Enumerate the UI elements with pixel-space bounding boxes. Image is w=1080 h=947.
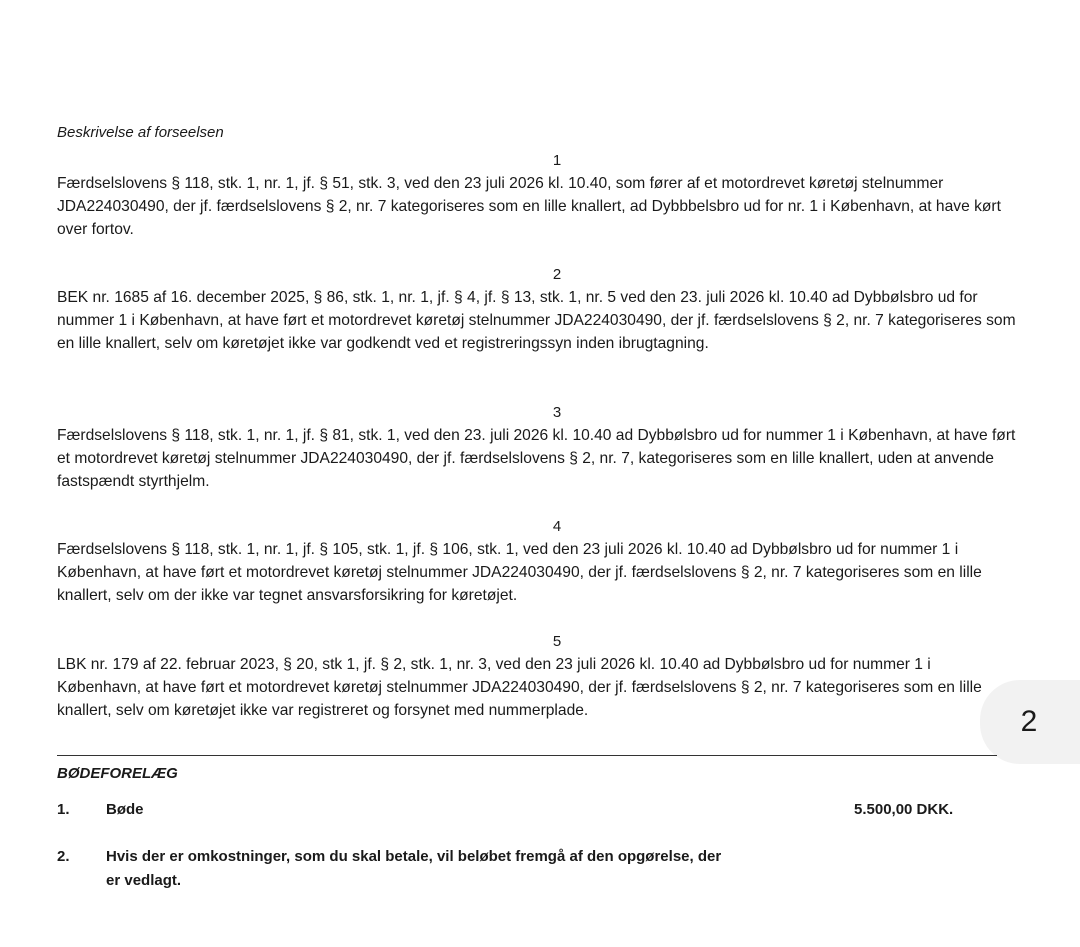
- section-divider: [57, 755, 997, 756]
- page-number: 2: [1020, 705, 1038, 738]
- offence-item: [57, 631, 1017, 722]
- offence-text: LBK nr. 179 af 22. februar 2023, § 20, stk 1, jf. § 2, stk. 1, nr. 3, ved den 23 juli 2026 kl. 10.40 ad Dybbølsbro ud for nummer 1 i København, at have ført et motordrevet køretøj stelnummer JDA224030490, der jf. færdselslovens § 2, nr. 7 kategoriseres som en lille knallert, selv om køretøjet ikke var registreret og forsynet med nummerplade.: [57, 656, 982, 719]
- fine-item-label: Hvis der er omkostninger, som du skal betale, vil beløbet fremgå af den opgørelse, der er vedlagt.: [106, 848, 722, 889]
- offence-item: [57, 150, 1017, 241]
- fine-item-number: 2.: [57, 848, 70, 865]
- offence-item: [57, 516, 1017, 607]
- offence-text: BEK nr. 1685 af 16. december 2025, § 86, stk. 1, nr. 1, jf. § 4, jf. § 13, stk. 1, nr. 5 ved den 23. juli 2026 kl. 10.40 ad Dybbølsbro ud for nummer 1 i København, at have ført et motordrevet køretøj stelnummer JDA224030490, der jf. færdselslovens § 2, nr. 7 kategoriseres som en lille knallert, selv om køretøjet ikke var godkendt ved et registreringssyn inden ibrugtagning.: [57, 289, 1016, 352]
- offence-number: 4: [552, 518, 562, 535]
- offence-number: 2: [552, 266, 562, 283]
- fine-amount: 5.500,00 DKK.: [854, 801, 954, 818]
- offence-number: 1: [552, 152, 562, 169]
- offence-item: [57, 264, 1017, 355]
- fine-heading: BØDEFORELÆG: [57, 765, 178, 782]
- offence-text: Færdselslovens § 118, stk. 1, nr. 1, jf. § 105, stk. 1, jf. § 106, stk. 1, ved den 23 juli 2026 kl. 10.40 ad Dybbølsbro ud for nummer 1 i København, at have ført et motordrevet køretøj stelnummer JDA224030490, der jf. færdselslovens § 2, nr. 7 kategoriseres som en lille knallert, selv om der ikke var tegnet ansvarsforsikring for køretøjet.: [57, 541, 982, 604]
- page-number-badge: [980, 680, 1080, 764]
- offence-text: Færdselslovens § 118, stk. 1, nr. 1, jf. § 81, stk. 1, ved den 23. juli 2026 kl. 10.40 ad Dybbølsbro ud for nummer 1 i København, at have ført et motordrevet køretøj stelnummer JDA224030490, der jf. færdselslovens § 2, nr. 7, kategoriseres som en lille knallert, uden at anvende fastspændt styrthjelm.: [57, 427, 1016, 490]
- offence-text: Færdselslovens § 118, stk. 1, nr. 1, jf. § 51, stk. 3, ved den 23 juli 2026 kl. 10.40, som fører af et motordrevet køretøj stelnummer JDA224030490, der jf. færdselslovens § 2, nr. 7 kategoriseres som en lille knallert, ad Dybbbelsbro ud for nr. 1 i København, at have kørt over fortov.: [57, 175, 1001, 238]
- offence-number: 3: [552, 404, 562, 421]
- offence-number: 5: [552, 633, 562, 650]
- offence-item: [57, 402, 1017, 493]
- fine-item-number: 1.: [57, 801, 70, 818]
- section-heading: Beskrivelse af forseelsen: [57, 124, 224, 141]
- fine-item-label: Bøde: [106, 801, 144, 818]
